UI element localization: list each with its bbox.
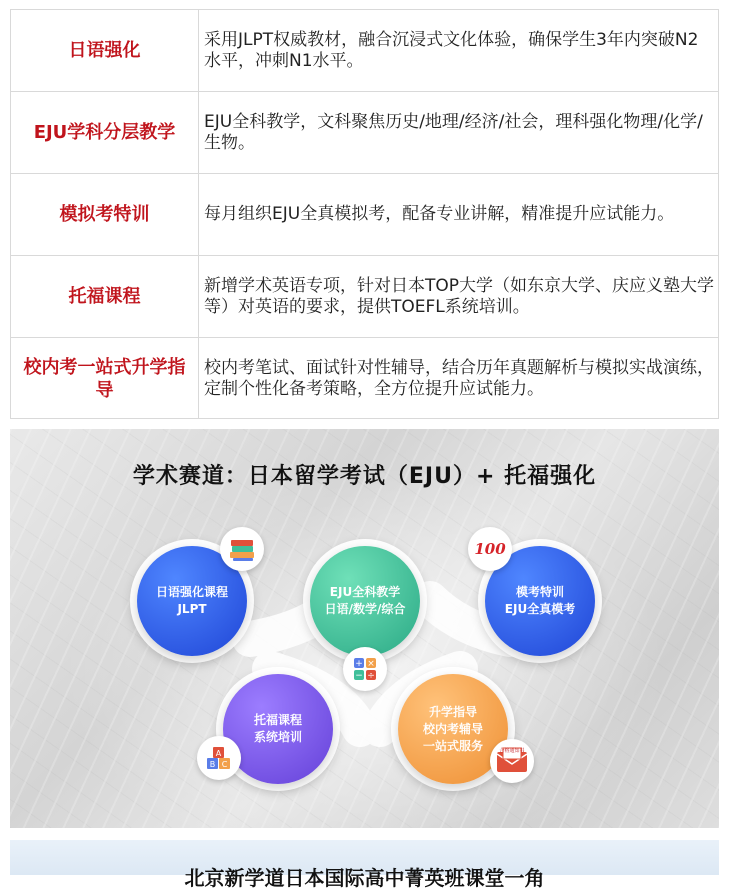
toefl-course-node <box>223 674 333 784</box>
table-row <box>11 10 718 92</box>
academic-track-banner <box>10 429 719 828</box>
node-label: EJU全科教学 <box>329 585 401 599</box>
table-row <box>11 338 718 419</box>
svg-text:A: A <box>215 749 222 758</box>
math-symbols-icon <box>343 647 387 691</box>
svg-text:C: C <box>221 760 228 769</box>
course-name: EJU学科分层教学 <box>11 92 199 173</box>
course-table <box>10 9 719 419</box>
svg-text:B: B <box>209 760 216 769</box>
node-sublabel: 日语/数学/综合 <box>324 602 406 616</box>
course-description: 每月组织EJU全真模拟考，配备专业讲解，精准提升应试能力。 <box>204 204 675 224</box>
bottom-banner-title: 北京新学道日本国际高中菁英班课堂一角 <box>184 866 545 890</box>
abc-blocks-icon <box>197 736 241 780</box>
course-name: 托福课程 <box>11 256 199 337</box>
node-sublabel: 校内考辅导 <box>422 721 483 736</box>
envelope-icon <box>490 739 534 783</box>
eju-course-node <box>310 546 420 656</box>
course-name: 日语强化 <box>11 10 199 91</box>
svg-text:÷: ÷ <box>367 671 375 681</box>
table-row <box>11 92 718 174</box>
svg-text:−: − <box>355 671 363 681</box>
node-sublabel: 系统培训 <box>253 730 302 744</box>
node-label: 模考特训 <box>515 585 564 599</box>
course-name: 校内考一站式升学指导 <box>11 338 199 419</box>
score-text: 100 <box>474 540 506 558</box>
score-100-icon <box>468 527 512 571</box>
envelope-text: 合格通知书 <box>499 748 525 754</box>
banner-title: 学术赛道：日本留学考试（EJU）+ 托福强化 <box>132 464 597 489</box>
course-description: 校内考笔试、面试针对性辅导，结合历年真题解析与模拟实战演练，定制个性化备考策略，全方位提升应试能力。 <box>204 357 714 399</box>
svg-text:×: × <box>367 659 375 669</box>
node-sublabel: EJU全真模考 <box>504 602 576 616</box>
bottom-banner <box>10 840 719 890</box>
node-label: 托福课程 <box>253 713 302 727</box>
books-icon <box>220 527 264 571</box>
node-label: 升学指导 <box>428 704 477 719</box>
course-description: EJU全科教学，文科聚焦历史/地理/经济/社会，理科强化物理/化学/生物。 <box>204 111 703 153</box>
svg-text:+: + <box>355 659 363 669</box>
node-label: 日语强化课程 <box>155 585 228 599</box>
table-row <box>11 174 718 256</box>
node-sublabel: JLPT <box>177 602 207 616</box>
course-name: 模拟考特训 <box>11 174 199 255</box>
course-description: 采用JLPT权威教材，融合沉浸式文化体验，确保学生3年内突破N2水平，冲刺N1水平。 <box>204 29 699 71</box>
node-sublabel: 一站式服务 <box>422 738 483 753</box>
table-row <box>11 256 718 338</box>
course-description: 新增学术英语专项，针对日本TOP大学（如东京大学、庆应义塾大学等）对英语的要求，提供TOEFL系统培训。 <box>204 275 715 317</box>
